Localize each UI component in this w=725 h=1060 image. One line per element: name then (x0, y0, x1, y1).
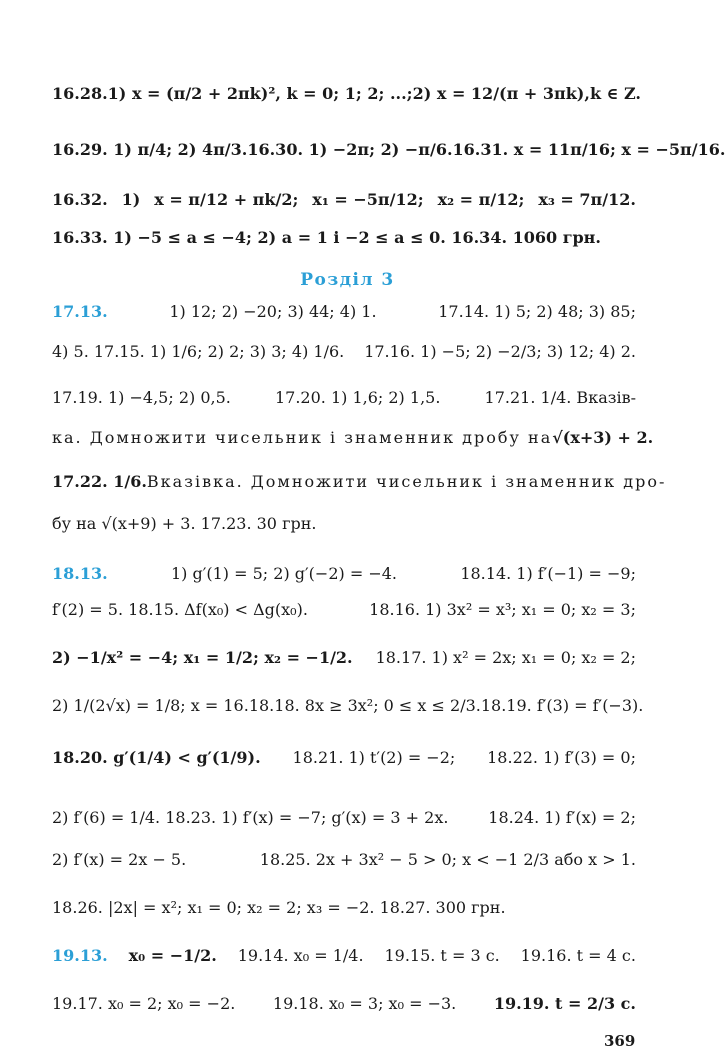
chunk: 4) 5. 17.15. 1) 1/6; 2) 2; 3) 3; 4) 1/6. (52, 342, 345, 361)
chunk: 1) g′(1) = 5; 2) g′(−2) = −4. (171, 564, 397, 583)
chunk: бу на √(x+9) + 3. 17.23. 30 грн. (52, 514, 317, 533)
answer-line-16-28 (52, 84, 641, 104)
chunk: 2) x = 12/(π + 3πk), (412, 84, 590, 103)
chunk: 19.18. x₀ = 3; x₀ = −3. (272, 994, 457, 1013)
chunk: 1) (121, 190, 141, 209)
chunk: 17.20. 1) 1,6; 2) 1,5. (274, 388, 441, 407)
chunk: 18.22. 1) f′(3) = 0; (487, 748, 636, 767)
exercise-number: 18.13. (52, 564, 108, 583)
chunk: 2) −1/x² = −4; x₁ = 1/2; x₂ = −1/2. (52, 648, 353, 667)
exercise-number: 17.13. (52, 302, 108, 321)
answer-line-18-15 (52, 600, 636, 620)
answer-line-16-29 (52, 140, 725, 160)
chunk: 18.26. |2x| = x²; x₁ = 0; x₂ = 2; x₃ = −2. 18.27. 300 грн. (52, 898, 506, 917)
chunk: √(x+3) + 2. (552, 428, 654, 447)
chunk: 1) 12; 2) −20; 3) 44; 4) 1. (169, 302, 377, 321)
chunk: k ∈ Z. (589, 84, 641, 103)
chunk: 17.19. 1) −4,5; 2) 0,5. (52, 388, 231, 407)
chunk: 18.17. 1) x² = 2x; x₁ = 0; x₂ = 2; (375, 648, 636, 667)
answer-line-18-17-2 (52, 696, 644, 716)
answer-line-hint-1 (52, 428, 654, 448)
answer-line-16-33 (52, 228, 636, 248)
chunk: f′(2) = 5. 18.15. Δf(x₀) < Δg(x₀). (52, 600, 308, 619)
answer-line-17-19 (52, 388, 636, 408)
chunk: 1) x = (π/2 + 2πk)², k = 0; 1; 2; ...; (107, 84, 413, 103)
chunk: 16.33. 1) −5 ≤ a ≤ −4; 2) a = 1 і −2 ≤ a ≤ 0. 16.34. 1060 грн. (52, 228, 601, 247)
answer-line-17-23 (52, 514, 636, 534)
chunk: 18.25. 2x + 3x² − 5 > 0; x < −1 2/3 або x > 1. (259, 850, 636, 869)
chunk: 16.30. 1) −2π; 2) −π/6. (247, 140, 453, 159)
chunk: x₀ = −1/2. (128, 946, 217, 965)
chunk: 17.14. 1) 5; 2) 48; 3) 85; (438, 302, 636, 321)
chunk: 16.32. (52, 190, 108, 209)
chunk: 19.17. x₀ = 2; x₀ = −2. (52, 994, 236, 1013)
chunk: x₂ = π/12; (437, 190, 525, 209)
chunk: 18.19. f′(3) = f′(−3). (480, 696, 644, 715)
chunk: 18.14. 1) f′(−1) = −9; (460, 564, 636, 583)
answer-line-18-16-2 (52, 648, 636, 668)
answer-line-18-13 (52, 564, 636, 584)
chunk: 18.18. 8x ≥ 3x²; 0 ≤ x ≤ 2/3. (248, 696, 481, 715)
chunk: 19.15. t = 3 с. (384, 946, 500, 965)
chunk: 16.31. x = 11π/16; x = −5π/16. (452, 140, 725, 159)
answer-line-18-20 (52, 748, 636, 768)
chunk: x₁ = −5π/12; (312, 190, 424, 209)
answer-line-18-24-2 (52, 850, 636, 870)
chunk: Вказівка. Домножити чисельник і знаменник дро- (146, 472, 667, 491)
section-title: Розділ 3 (300, 270, 395, 290)
exercise-number: 19.13. (52, 946, 108, 965)
answer-line-17-13 (52, 302, 636, 322)
chunk: 16.29. 1) π/4; 2) 4π/3. (52, 140, 248, 159)
chunk: 2) f′(6) = 1/4. 18.23. 1) f′(x) = −7; g′(x) = 3 + 2x. (52, 808, 449, 827)
answer-line-18-22-2 (52, 808, 636, 828)
chunk: x = π/12 + πk/2; (154, 190, 299, 209)
chunk: 19.19. t = 2/3 с. (493, 994, 636, 1013)
chunk: 19.14. x₀ = 1/4. (237, 946, 364, 965)
chunk: 17.16. 1) −5; 2) −2/3; 3) 12; 4) 2. (364, 342, 636, 361)
chunk: 17.22. 1/6. (52, 472, 147, 491)
chunk: x₃ = 7π/12. (538, 190, 636, 209)
chunk: 17.21. 1/4. Вказів- (484, 388, 636, 407)
chunk: 2) 1/(2√x) = 1/8; x = 16. (52, 696, 249, 715)
page-number: 369 (604, 1032, 636, 1050)
chunk: ка. Домножити чисельник і знаменник дробу на (52, 428, 553, 447)
chunk: 19.16. t = 4 с. (520, 946, 636, 965)
chunk: 2) f′(x) = 2x − 5. (52, 850, 187, 869)
chunk: 18.21. 1) t′(2) = −2; (292, 748, 456, 767)
answer-line-16-32 (52, 190, 636, 210)
chunk: 16.28. (52, 84, 108, 103)
chunk: 18.20. g′(1/4) < g′(1/9). (52, 748, 261, 767)
answer-line-19-17 (52, 994, 636, 1014)
answer-line-17-22 (52, 472, 667, 492)
chunk: 18.16. 1) 3x² = x³; x₁ = 0; x₂ = 3; (369, 600, 636, 619)
answer-line-18-26 (52, 898, 636, 918)
answer-line-17-15 (52, 342, 636, 362)
answer-line-19-13 (52, 946, 636, 966)
chunk: 18.24. 1) f′(x) = 2; (488, 808, 636, 827)
